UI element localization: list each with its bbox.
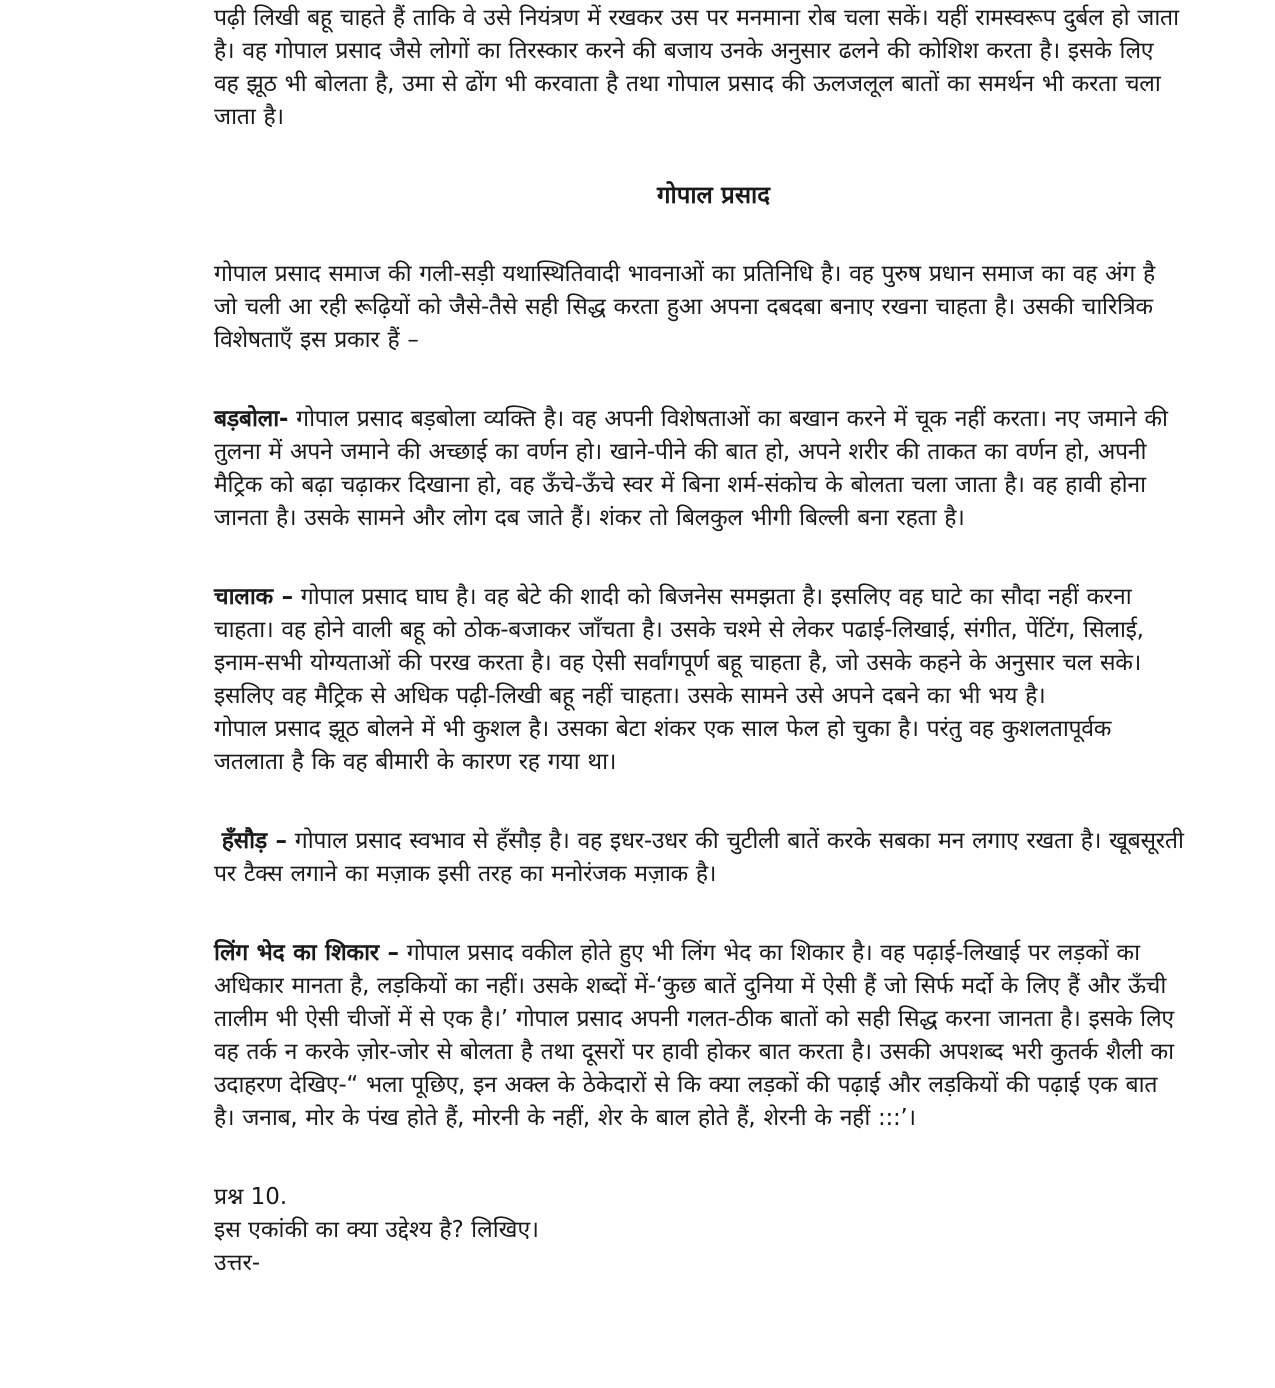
question-text: इस एकांकी का क्या उद्देश्य है? लिखिए। (214, 1217, 539, 1243)
question-number: प्रश्न 10. (214, 1184, 288, 1210)
trait-text: गोपाल प्रसाद घाघ है। वह बेटे की शादी को बिजनेस समझता है। इसलिए वह घाटे का सौदा नहीं करना चाहता। वह होने वाली बहू को ठोक-बजाकर जाँचता है। उसके चश्मे से लेकर पढाई-लिखाई, संगीत, पेंटिंग, सिलाई, इनाम-सभी योग्यताओं की परख करता है। वह ऐसी सर्वांगपूर्ण बहू चाहता है, जो उसके कहने के अनुसार चल सके। इसलिए वह मैट्रिक से अधिक पढ़ी-लिखी बहू नहीं चाहता। उसके सामने उसे अपने दबने का भी भय है। (214, 584, 1144, 709)
trait-term: चालाक – (214, 584, 293, 610)
intro-paragraph: पढ़ी लिखी बहू चाहते हैं ताकि वे उसे नियंत्रण में रखकर उस पर मनमाना रोब चला सकें। यहीं रामस्वरूप दुर्बल हो जाता है। वह गोपाल प्रसाद जैसे लोगों का तिरस्कार करने की बजाय उनके अनुसार ढलने की कोशिश करता है। इसके लिए वह झूठ भी बोलता है, उमा से ढोंग भी करवाता है तथा गोपाल प्रसाद की ऊलजलूल बातों का समर्थन भी करता चला जाता है। (214, 5, 1179, 130)
answer-label: उत्तर- (214, 1250, 261, 1276)
trait-text: गोपाल प्रसाद स्वभाव से हँसौड़ है। वह इधर-उधर की चुटीली बातें करके सबका मन लगाए रखता है। खूबसूरती पर टैक्स लगाने का मज़ाक इसी तरह का मनोरंजक मज़ाक है। (214, 828, 1184, 887)
trait-text: गोपाल प्रसाद बड़बोला व्यक्ति है। वह अपनी विशेषताओं का बखान करने में चूक नहीं करता। नए जमाने की तुलना में अपने जमाने की अच्छाई का वर्णन हो। खाने-पीने की बात हो, अपने शरीर की ताकत का वर्णन हो, अपनी मैट्रिक को बढ़ा चढ़ाकर दिखाना हो, वह ऊँचे-ऊँचे स्वर में बिना शर्म-संकोच के बोलता चला जाता है। वह हावी होना जानता है। उसके सामने और लोग दब जाते हैं। शंकर तो बिलकुल भीगी बिल्ली बना रहता है। (214, 406, 1168, 531)
overview-paragraph: गोपाल प्रसाद समाज की गली-सड़ी यथास्थितिवादी भावनाओं का प्रतिनिधि है। वह पुरुष प्रधान समाज का वह अंग है जो चली आ रही रूढ़ियों को जैसे-तैसे सही सिद्ध करता हुआ अपना दबदबा बनाए रखना चाहता है। उसकी चारित्रिक विशेषताएँ इस प्रकार हैं – (214, 261, 1155, 353)
trait-text: गोपाल प्रसाद वकील होते हुए भी लिंग भेद का शिकार है। वह पढ़ाई-लिखाई पर लड़कों का अधिकार मानता है, लड़कियों का नहीं। उसके शब्दों में-‘कुछ बातें दुनिया में ऐसी हैं जो सिर्फ मर्दो के लिए हैं और ऊँची तालीम भी ऐसी चीजों में से एक है।’ गोपाल प्रसाद अपनी गलत-ठीक बातों को सही सिद्ध करना जानता है। इसके लिए वह तर्क न करके ज़ोर-जोर से बोलता है तथा दूसरों पर हावी होकर बात करता है। उसकी अपशब्द भरी कुतर्क शैली का उदाहरण देखिए-“ भला पूछिए, इन अक्ल के ठेकेदारों से कि क्या लड़कों की पढ़ाई और लड़कियों की पढ़ाई एक बात है। जनाब, मोर के पंख होते हैं, मोरनी के नहीं, शेर के बाल होते हैं, शेरनी के नहीं :::’। (214, 940, 1174, 1131)
trait-paragraph-boastful (214, 403, 1185, 535)
trait-term: बड़बोला- (214, 406, 289, 432)
trait-paragraph-humorous (214, 825, 1185, 891)
trait-term: हँसौड़ – (214, 828, 287, 854)
trait-paragraph-clever-extra: गोपाल प्रसाद झूठ बोलने में भी कुशल है। उसका बेटा शंकर एक साल फेल हो चुका है। परंतु वह कुशलतापूर्वक जतलाता है कि वह बीमारी के कारण रह गया था। (214, 716, 1112, 775)
trait-term: लिंग भेद का शिकार – (214, 940, 399, 966)
trait-paragraph-gender-bias (214, 937, 1185, 1135)
trait-paragraph-clever (214, 581, 1185, 713)
section-heading: गोपाल प्रसाद (656, 181, 771, 209)
question-block (214, 1181, 1185, 1280)
